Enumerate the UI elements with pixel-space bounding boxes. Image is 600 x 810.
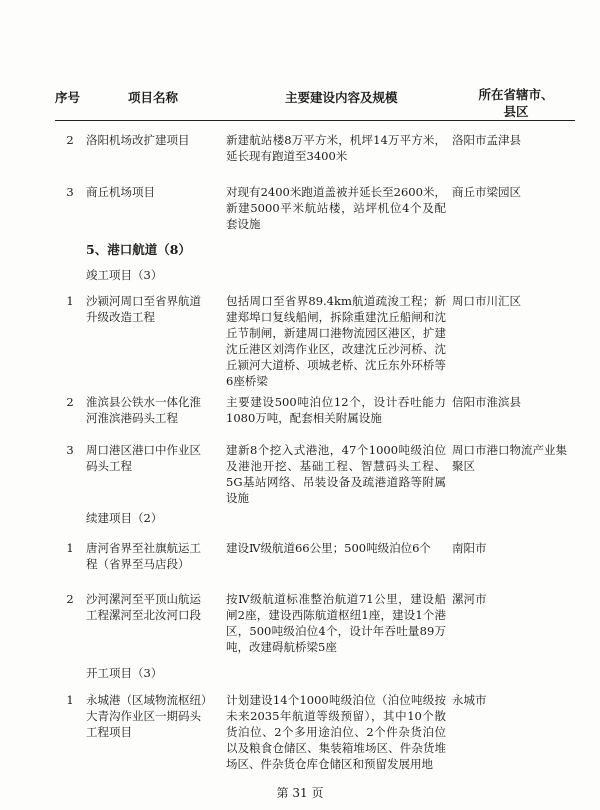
row-seq: 1: [66, 693, 74, 707]
row-location: 商丘市梁园区: [452, 185, 521, 199]
row-location: 南阳市: [452, 541, 487, 555]
subsection-continued: 续建项目（2）: [86, 511, 163, 525]
row-name: 沙河漯河至平顶山航运工程漯河至北汝河口段: [86, 592, 201, 622]
section-title: 5、港口航道（8）: [86, 242, 191, 257]
row-name: 淮滨县公铁水一体化淮河淮滨港码头工程: [86, 395, 201, 425]
row-location: 信阳市淮滨县: [452, 395, 521, 409]
header-name: 项目名称: [128, 90, 179, 105]
header-seq: 序号: [55, 90, 81, 105]
row-seq: 3: [66, 185, 74, 199]
header-location-line1: 所在省辖市、: [478, 87, 554, 102]
row-seq: 2: [66, 133, 74, 147]
row-content: 对现有2400米跑道盖被并延长至2600米，新建5000平米航站楼，站坪机位4个及配套设施: [226, 185, 446, 231]
row-seq: 1: [66, 294, 74, 308]
row-name: 商丘机场项目: [86, 185, 155, 199]
row-location: 周口市川汇区: [452, 294, 521, 308]
subsection-started: 开工项目（3）: [86, 666, 163, 680]
row-name: 周口港区港口中作业区码头工程: [86, 443, 201, 473]
row-name: 沙颍河周口至省界航道升级改造工程: [86, 294, 201, 324]
row-content: 建设Ⅳ级航道66公里；500吨级泊位6个: [226, 541, 431, 555]
row-content: 建新8个挖入式港池，47个1000吨级泊位及港池开挖、基础工程、智慧码头工程、5G基站网络、吊装设备及疏港道路等附属设施: [226, 443, 446, 505]
row-location: 洛阳市孟津县: [452, 133, 521, 147]
subsection-completed: 竣工项目（3）: [86, 268, 163, 282]
row-location: 漯河市: [452, 592, 487, 606]
row-name: 唐河省界至社旗航运工程（省界至马店段）: [86, 541, 201, 571]
row-name: 永城港（区域物流枢纽）大青沟作业区一期码头工程项目: [86, 693, 207, 739]
row-location: 周口市港口物流产业集聚区: [452, 443, 567, 473]
row-content: 包括周口至省界89.4km航道疏浚工程；新建郑埠口复线船闸，拆除重建沈丘船闸和沈丘节制闸，新建周口港物流园区港区，扩建沈丘港区刘湾作业区，改建沈丘沙河桥、沈丘颍河大道桥、项城老桥、沈丘东外环桥等6座桥梁: [226, 294, 446, 388]
header-content: 主要建设内容及规模: [285, 90, 398, 105]
page-number: 第 31 页: [276, 786, 324, 800]
row-seq: 2: [66, 395, 74, 409]
row-content: 主要建设500吨泊位12个，设计吞吐能力1080万吨，配套相关附属设施: [226, 395, 446, 425]
row-content: 新建航站楼8万平方米，机坪14万平方米，延长现有跑道至3400米: [226, 133, 446, 163]
row-content: 按Ⅳ级航道标准整治航道71公里，建设船闸2座，建设西陈航道枢纽1座，建设1个港区，500吨级泊位4个，设计年吞吐量89万吨，改建碍航桥梁5座: [226, 592, 446, 654]
row-seq: 2: [66, 592, 74, 606]
row-seq: 1: [66, 541, 74, 555]
row-location: 永城市: [452, 693, 487, 707]
row-name: 洛阳机场改扩建项目: [86, 133, 190, 147]
header-rule: [55, 120, 575, 121]
row-seq: 3: [66, 443, 74, 457]
row-content: 计划建设14个1000吨级泊位（泊位吨级按未来2035年航道等级预留），其中10个散货泊位、2个多用途泊位、2个件杂货泊位以及粮食仓储区、集装箱堆场区、件杂货堆场区、件杂货仓库仓储区和预留发展用地: [226, 693, 446, 771]
header-location-line2: 县区: [503, 104, 529, 119]
header-location: [462, 86, 570, 120]
